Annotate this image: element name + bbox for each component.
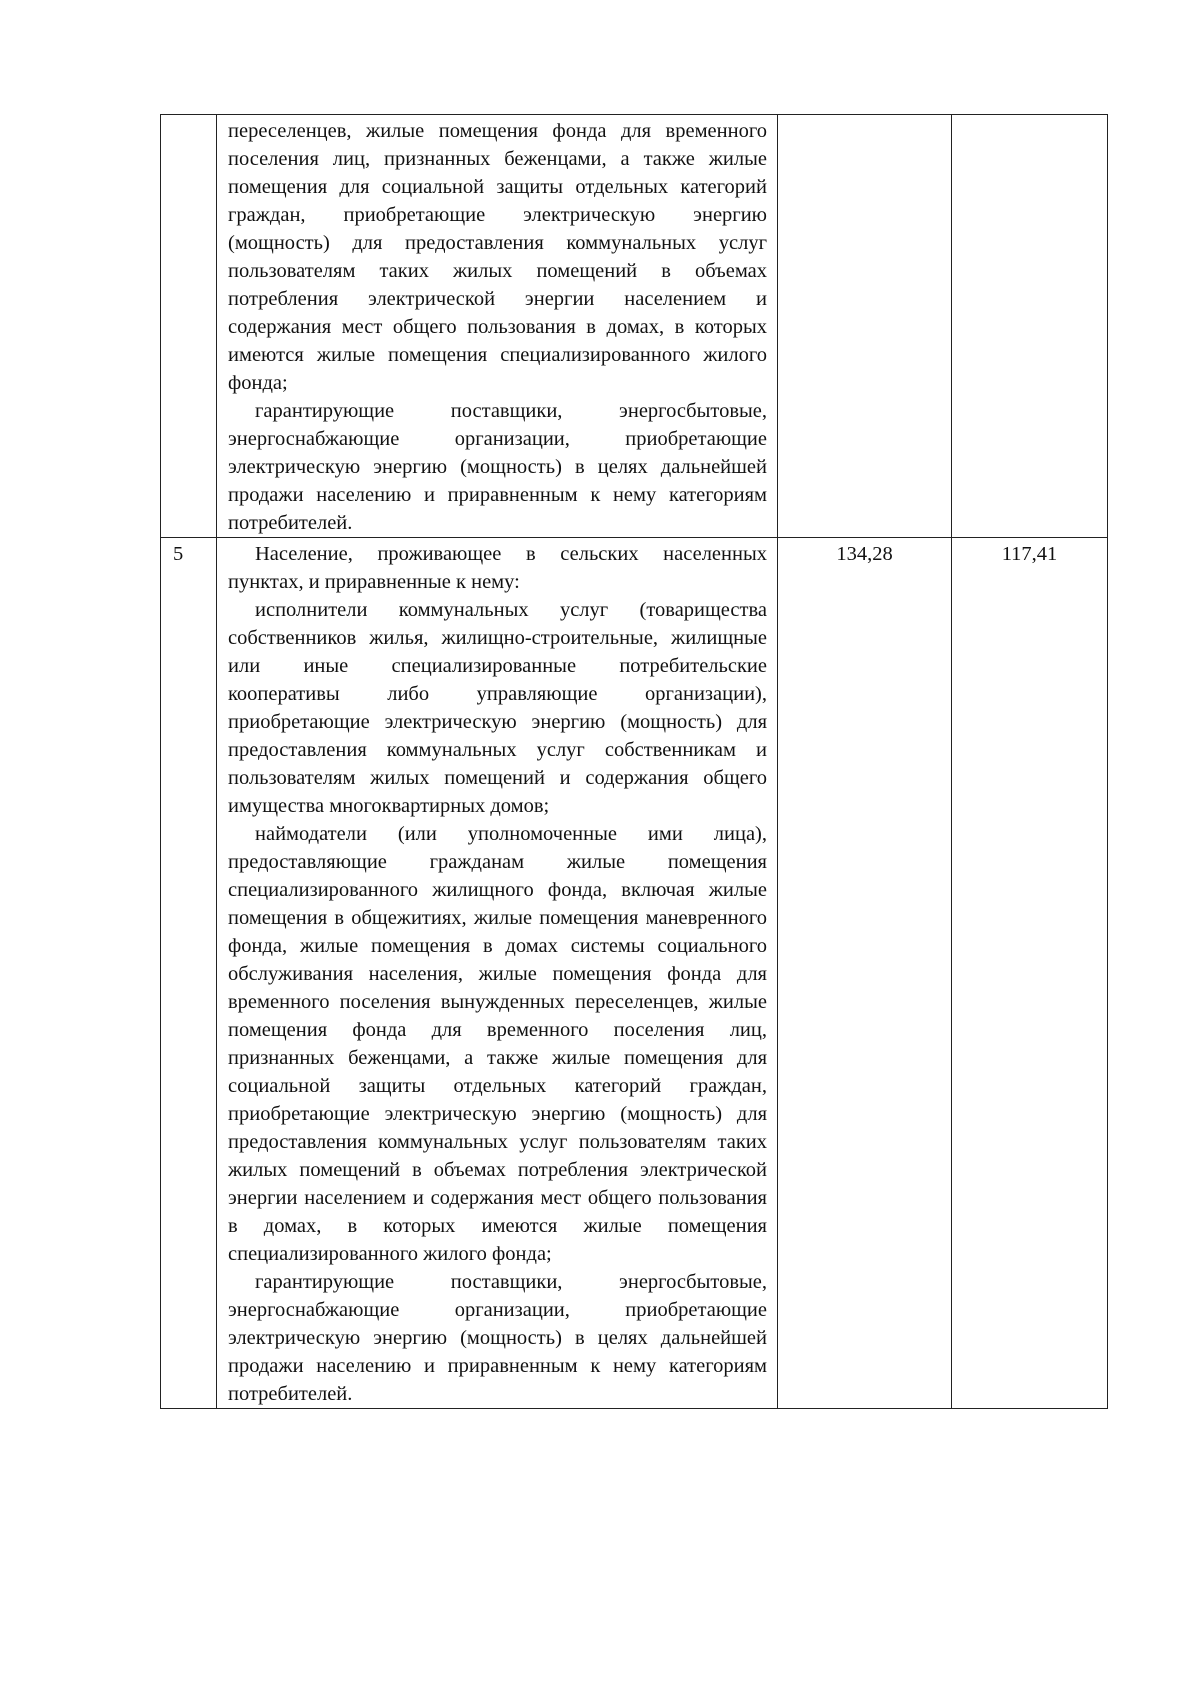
row-description-cell bbox=[217, 538, 778, 1409]
value-cell-1 bbox=[778, 115, 952, 538]
description-paragraph: наймодатели (или уполномоченные ими лица), предоставляющие гражданам жилые помещения специализированного жилищного фонда, включая жилые помещения в общежитиях, жилые помещения маневренного фонда, жилые помещения в домах системы социального обслуживания населения, жилые помещения фонда для временного поселения вынужденных переселенцев, жилые помещения фонда для временного поселения лиц, признанных беженцами, а также жилые помещения для социальной защиты отдельных категорий граждан, приобретающие электрическую энергию (мощность) для предоставления коммунальных услуг пользователям таких жилых помещений в объемах потребления электрической энергии населением и содержания мест общего пользования в домах, в которых имеются жилые помещения специализированного жилого фонда; bbox=[228, 823, 767, 1265]
description-paragraph: гарантирующие поставщики, энергосбытовые, энергоснабжающие организации, приобретающие электрическую энергию (мощность) в целях дальнейшей продажи населению и приравненным к нему категориям потребителей. bbox=[228, 400, 767, 534]
value-cell-2 bbox=[952, 115, 1108, 538]
value-cell-1: 134,28 bbox=[778, 538, 952, 1409]
row-number-cell: 5 bbox=[161, 538, 217, 1409]
description-paragraph: гарантирующие поставщики, энергосбытовые, энергоснабжающие организации, приобретающие электрическую энергию (мощность) в целях дальнейшей продажи населению и приравненным к нему категориям потребителей. bbox=[228, 1271, 767, 1405]
value-cell-2: 117,41 bbox=[952, 538, 1108, 1409]
row-number-cell bbox=[161, 115, 217, 538]
description-paragraph: переселенцев, жилые помещения фонда для временного поселения лиц, признанных беженцами, а также жилые помещения для социальной защиты отдельных категорий граждан, приобретающие электрическую энергию (мощность) для предоставления коммунальных услуг пользователям таких жилых помещений в объемах потребления электрической энергии населением и содержания мест общего пользования в домах, в которых имеются жилые помещения специализированного жилого фонда; bbox=[228, 120, 767, 394]
table-row bbox=[161, 538, 1108, 1409]
tariff-table bbox=[160, 114, 1108, 1409]
description-paragraph: Население, проживающее в сельских населенных пунктах, и приравненные к нему: bbox=[228, 543, 767, 593]
description-paragraph: исполнители коммунальных услуг (товарищества собственников жилья, жилищно-строительные, жилищные или иные специализированные потребительские кооперативы либо управляющие организации), приобретающие электрическую энергию (мощность) для предоставления коммунальных услуг собственникам и пользователям жилых помещений и содержания общего имущества многоквартирных домов; bbox=[228, 599, 767, 817]
table-row bbox=[161, 115, 1108, 538]
row-description-cell bbox=[217, 115, 778, 538]
